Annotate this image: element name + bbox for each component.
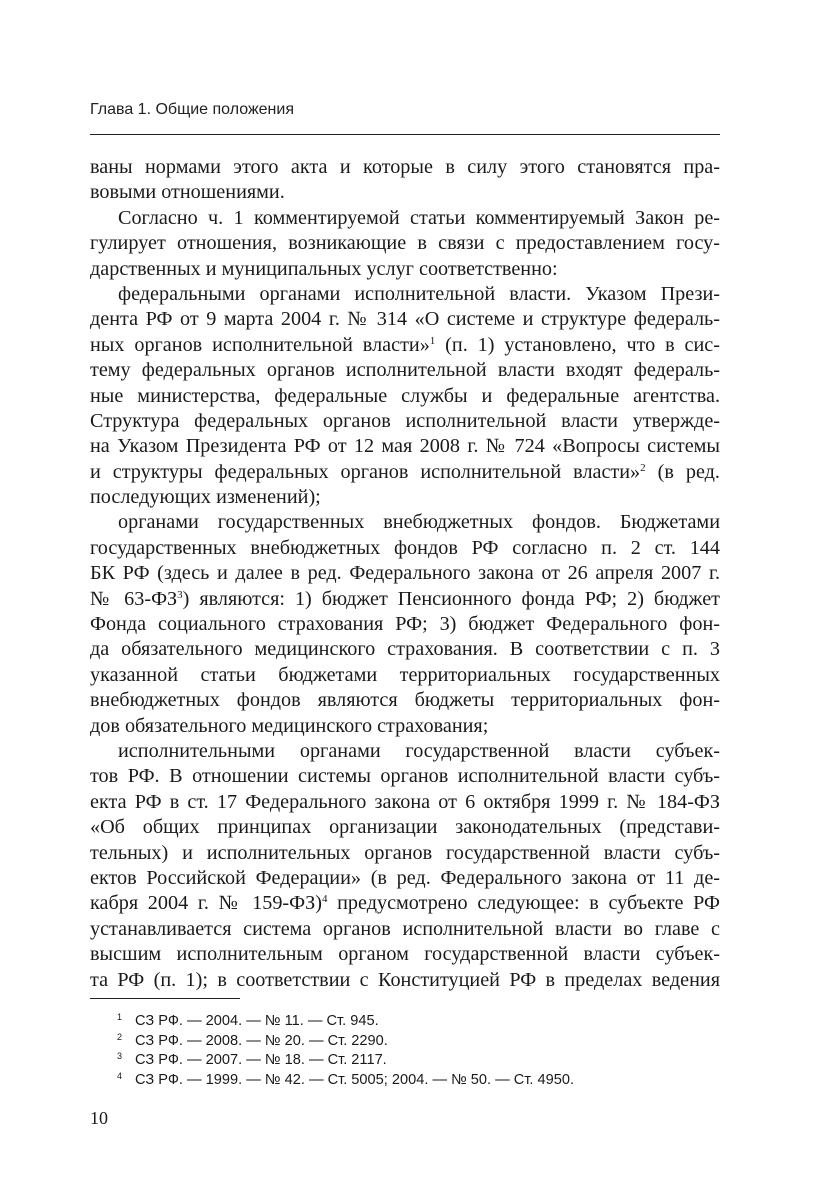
footnote-ref: 4 [321, 893, 328, 906]
page-number: 10 [90, 1108, 108, 1128]
text-line: № $63-ФЗ^3$) являются: 1) бюджет Пенсионного фонда РФ; 2) бюджет [90, 587, 720, 610]
footnote-text: СЗ РФ. — 2008. — № 20. — Ст. 2290. [135, 1032, 388, 1049]
text-line: дарственных и муниципальных услуг соответственно: [90, 257, 558, 280]
footnote: 1 СЗ РФ. — 2004. — № 11. — Ст. 945. [117, 1012, 379, 1029]
text-line: Фонда социального страхования РФ; 3) бюджет Федерального фон- [90, 613, 720, 636]
text-line: указанной статьи бюджетами территориальных государственных [90, 663, 720, 686]
footnote: 4 СЗ РФ. — 1999. — № 42. — Ст. 5005; 2004. — № 50. — Ст. 4950. [117, 1071, 575, 1089]
text-line: БК РФ (здесь и далее в ред. Федерального закона от 26 апреля 2007 г. [90, 562, 720, 585]
footnote: 3 СЗ РФ. — 2007. — № 18. — Ст. 2117. [117, 1051, 387, 1069]
footnote-divider [90, 998, 240, 999]
text-line: ных органов исполнительной власти»$^1$ (п. 1) установлено, что в сис- [90, 333, 720, 356]
text-line: дента РФ от 9 марта 2004 г. № 314 «О системе и структуре федераль- [90, 308, 720, 331]
text-line: Структура федеральных органов исполнительной власти утвержде- [90, 409, 720, 432]
text-line: ные министерства, федеральные службы и федеральные агентства. [90, 384, 720, 407]
text-line: кабря 2004 г. № 159-ФЗ)$^4$ предусмотрено следующее: в субъекте РФ [90, 892, 720, 915]
text-line: тов РФ. В отношении системы органов исполнительной власти субъ- [90, 765, 720, 788]
text-line: и структуры федеральных органов исполнительной власти»$^2$ (в ред. [90, 460, 720, 483]
header-divider [90, 134, 720, 135]
text-line: ваны нормами этого акта и которые в силу этого становятся пра- [90, 156, 720, 178]
text-line: тельных) и исполнительных органов государственной власти субъ- [90, 841, 720, 864]
footnote-text: СЗ РФ. — 1999. — № 42. — Ст. 5005; 2004. — № 50. — Ст. 4950. [135, 1072, 575, 1089]
footnotes [117, 1012, 574, 1091]
text-line: органами государственных внебюджетных фондов. Бюджетами [118, 511, 720, 534]
text-line: Согласно ч. 1 комментируемой статьи комментируемый Закон ре- [118, 206, 720, 229]
text-line: «Об общих принципах организации законодательных (представи- [90, 816, 720, 839]
text-line: екта РФ в ст. 17 Федерального закона от 6 октября 1999 г. № 184-ФЗ [90, 790, 720, 813]
text-line: та РФ (п. 1); в соответствии с Конституцией РФ в пределах ведения [90, 968, 720, 991]
text-line: да обязательного медицинского страхования. В соответствии с п. 3 [90, 638, 720, 661]
footnote-text: СЗ РФ. — 2004. — № 11. — Ст. 945. [135, 1013, 379, 1029]
text-line: вовыми отношениями. [90, 181, 285, 204]
text-line: дов обязательного медицинского страхования; [90, 714, 489, 737]
footnote-ref: 2 [640, 461, 646, 474]
main-text [90, 155, 720, 993]
footnote-text: СЗ РФ. — 2007. — № 18. — Ст. 2117. [135, 1052, 387, 1069]
text-line: федеральными органами исполнительной власти. Указом Прези- [118, 282, 720, 305]
text-line: последующих изменений); [90, 486, 321, 509]
text-line: ектов Российской Федерации» (в ред. Федерального закона от 11 де- [90, 866, 720, 889]
text-line: исполнительными органами государственной власти субъек- [118, 739, 720, 762]
text-line: на Указом Президента РФ от 12 мая 2008 г. № 724 «Вопросы системы [90, 435, 720, 458]
footnote-ref: 1 [429, 334, 436, 347]
text-line: устанавливается система органов исполнительной власти во главе с [90, 917, 720, 940]
text-line: тему федеральных органов исполнительной власти входят федераль- [90, 359, 720, 382]
footnote-ref: 3 [177, 588, 183, 601]
text-line: высшим исполнительным органом государственной власти субъек- [90, 943, 720, 966]
text-line: государственных внебюджетных фондов РФ согласно п. 2 ст. 144 [90, 536, 720, 559]
text-line: гулирует отношения, возникающие в связи с предоставлением госу- [90, 232, 720, 255]
footnote: 2 СЗ РФ. — 2008. — № 20. — Ст. 2290. [117, 1031, 388, 1049]
text-line: внебюджетных фондов являются бюджеты территориальных фон- [90, 689, 720, 712]
running-title: Глава 1. Общие положения [90, 101, 294, 118]
